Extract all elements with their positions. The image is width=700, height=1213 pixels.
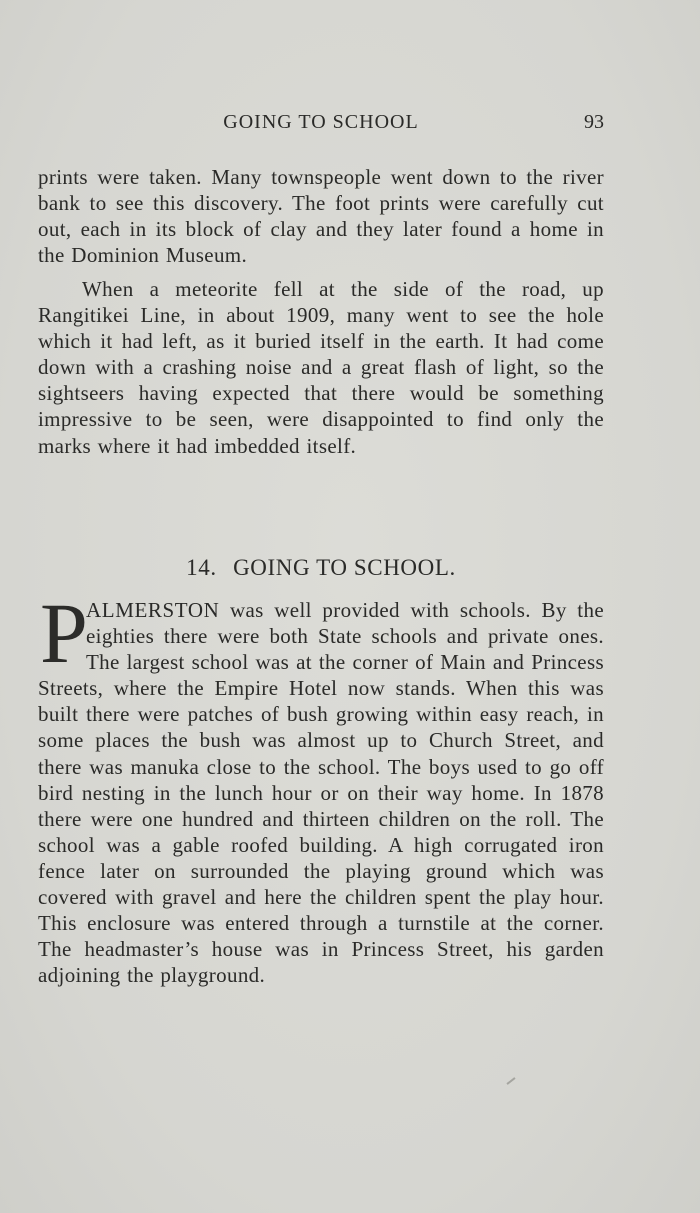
chapter-heading	[38, 555, 604, 581]
paragraph-schools-body: was well provided with schools. By the eighties there were both State schools and private ones. The largest school was at the corner of Main and Princess Streets, where the Empire Hotel now stands. When this was built there were patches of bush growing within easy reach, in some places the bush was almost up to Church Street, and there was manuka close to the school. The boys used to go off bird nesting in the lunch hour or on their way home. In 1878 there were one hundred and thirteen children on the roll. The school was a gable roofed building. A high corrugated iron fence later on surrounded the playing ground which was covered with gravel and here the children spent the play hour. This enclosure was entered through a turnstile at the corner. The headmaster’s house was in Princess Street, his garden adjoining the playground.	[38, 598, 604, 988]
paragraph-footprints: prints were taken. Many townspeople went down to the river bank to see this discovery. The foot prints were carefully cut out, each in its block of clay and they later found a home in the Dominion Museum.	[38, 165, 604, 268]
paragraph-schools	[38, 597, 604, 988]
drop-cap	[40, 585, 88, 681]
chapter-title: GOING TO SCHOOL.	[233, 555, 456, 580]
paragraph-meteorite: When a meteorite fell at the side of the road, up Rangitikei Line, in about 1909, many went to see the hole which it had left, as it buried itself in the earth. It had come down with a crashing noise and a great flash of light, so the sightseers having expected that there would be something impressive to be seen, were disappointed to find only the marks where it had imbedded itself.	[38, 277, 604, 458]
pencil-mark	[506, 1077, 515, 1085]
small-caps-lead: ALMERSTON	[86, 598, 220, 622]
running-head	[38, 111, 604, 137]
drop-cap-letter: P	[40, 585, 88, 681]
page-number: 93	[584, 111, 604, 133]
chapter-number: 14.	[186, 555, 217, 580]
running-title: GOING TO SCHOOL	[223, 111, 419, 133]
